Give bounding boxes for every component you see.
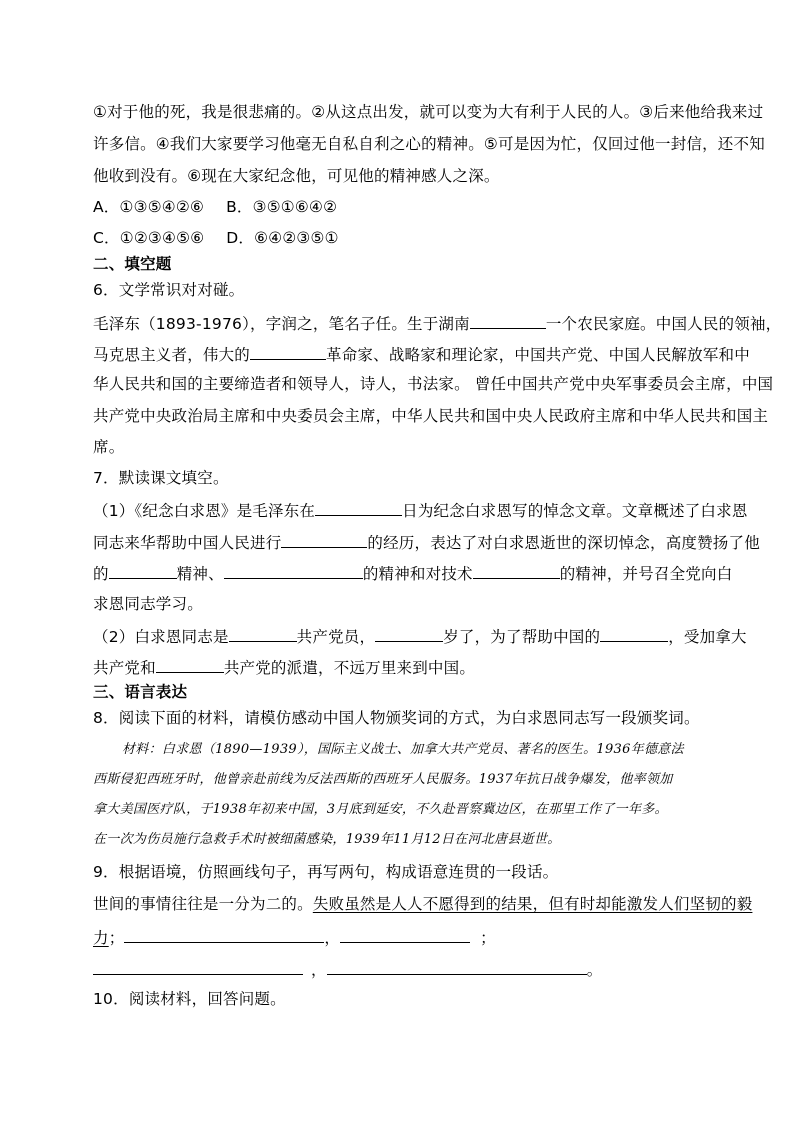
q6-line-4: 共产党中央政治局主席和中央委员会主席，中华人民共和国中央人民政府主席和中华人民共和国主 [93,407,769,425]
q7-title: 7．默读课文填空。 [93,469,229,487]
q6-text: 革命家、战略家和理论家，中国共产党、中国人民解放军和中 [326,346,750,364]
option-a: A．①③⑤④②⑥ [93,198,205,216]
answer-blank[interactable] [473,562,560,579]
q6-line-2 [93,343,750,365]
q8-material-line-1: 材料：白求恩（1890—1939），国际主义战士、加拿大共产党员、著名的医生。1936年德意法 [122,742,684,757]
q9-text: ； [108,929,125,947]
q7-text: 的 [93,565,109,583]
answer-blank[interactable] [327,958,587,975]
answer-blank[interactable] [124,926,324,943]
option-c: C．①②③④⑤⑥ [93,229,205,247]
answer-blank[interactable] [340,926,470,943]
q7-text: 的精神和对技术 [362,565,473,583]
q9-text: ； [480,929,496,947]
answer-blank[interactable] [375,625,443,642]
q6-line-3: 华人民共和国的主要缔造者和领导人，诗人，书法家。 曾任中国共产党中央军事委员会主席，中国 [93,375,774,393]
q10-title: 10．阅读材料，回答问题。 [93,990,286,1008]
q7-text: 的精神，并号召全党向白 [559,565,733,583]
answer-blank[interactable] [315,499,402,516]
answer-blank[interactable] [250,343,326,360]
answer-blank[interactable] [470,312,546,329]
q7-text: 日为纪念白求恩写的悼念文章。文章概述了白求恩 [402,502,748,520]
q7-text: （2）白求恩同志是 [93,628,229,646]
q9-text: 。 [586,961,603,979]
answer-blank[interactable] [281,531,367,548]
answer-blank[interactable] [93,958,303,975]
q9-line-2 [93,926,496,948]
q7-text: 精神、 [176,565,224,583]
q9-text: ， [324,929,341,947]
section-heading-fill-in: 二、填空题 [93,255,172,273]
q9-line-3 [93,958,602,980]
q7-text: 共产党和 [93,659,156,677]
q8-material-line-4: 在一次为伤员施行急救手术时被细菌感染，1939年11月12日在河北唐县逝世。 [93,832,561,847]
answer-blank[interactable] [109,562,177,579]
q7-p2-line-2 [93,656,475,678]
q8-material-line-3: 拿大美国医疗队，于1938年初来中国，3月底到延安，不久赴晋察冀边区，在那里工作了一年多。 [93,802,668,817]
q7-p1-line-2 [93,531,760,553]
reorder-passage-line-1: ①对于他的死，我是很悲痛的。②从这点出发，就可以变为大有利于人民的人。③后来他给我来过 [93,103,764,121]
options-row-2 [93,228,339,248]
q7-text: （1）《纪念白求恩》是毛泽东在 [93,502,316,520]
q6-line-5: 席。 [93,438,125,456]
q6-line-1 [93,312,781,334]
q7-p1-line-1 [93,499,748,521]
answer-blank[interactable] [224,562,363,579]
q6-text: 马克思主义者，伟大的 [93,346,251,364]
q9-title: 9．根据语境，仿照画线句子，再写两句，构成语意连贯的一段话。 [93,863,559,881]
q7-text: 的经历，表达了对白求恩逝世的深切悼念，高度赞扬了他 [367,534,760,552]
q7-p1-line-3 [93,562,732,584]
q7-text: ，受加拿大 [668,628,747,646]
q7-text: 共产党员， [296,628,376,646]
reorder-passage-line-2: 许多信。④我们大家要学习他毫无自私自利之心的精神。⑤可是因为忙，仅回过他一封信，还不知 [93,135,765,153]
q7-p1-line-4: 求恩同志学习。 [93,595,203,613]
q9-line-1 [93,894,752,914]
q7-p2-line-1 [93,625,747,647]
q8-title: 8．阅读下面的材料，请模仿感动中国人物颁奖词的方式，为白求恩同志写一段颁奖词。 [93,709,700,727]
option-b: B．③⑤①⑥④② [226,198,338,216]
q8-material-line-2: 西斯侵犯西班牙时，他曾亲赴前线为反法西斯的西班牙人民服务。1937年抗日战争爆发，他率领加 [93,772,673,787]
q7-text: 同志来华帮助中国人民进行 [93,534,282,552]
q6-text: 一个农民家庭。中国人民的领袖， [545,315,782,333]
q9-text: 世间的事情往往是一分为二的。 [93,895,313,913]
reorder-passage-line-3: 他收到没有。⑥现在大家纪念他，可见他的精神感人之深。 [93,167,500,185]
option-d: D．⑥④②③⑤① [226,229,339,247]
q9-underlined-sentence: 力 [93,929,109,947]
q9-text: ， [311,961,327,979]
answer-blank[interactable] [156,656,224,673]
section-heading-language-expression: 三、语言表达 [93,683,188,701]
q9-underlined-sentence: 失败虽然是人人不愿得到的结果，但有时却能激发人们坚韧的毅 [312,895,753,913]
options-row-1 [93,197,337,217]
q6-title: 6．文学常识对对碰。 [93,281,245,299]
q7-text: 岁了，为了帮助中国的 [443,628,601,646]
q7-text: 共产党的派遣，不远万里来到中国。 [223,659,476,677]
answer-blank[interactable] [600,625,668,642]
q6-text: 毛泽东（1893-1976），字润之，笔名子任。生于湖南 [93,315,470,333]
answer-blank[interactable] [229,625,297,642]
